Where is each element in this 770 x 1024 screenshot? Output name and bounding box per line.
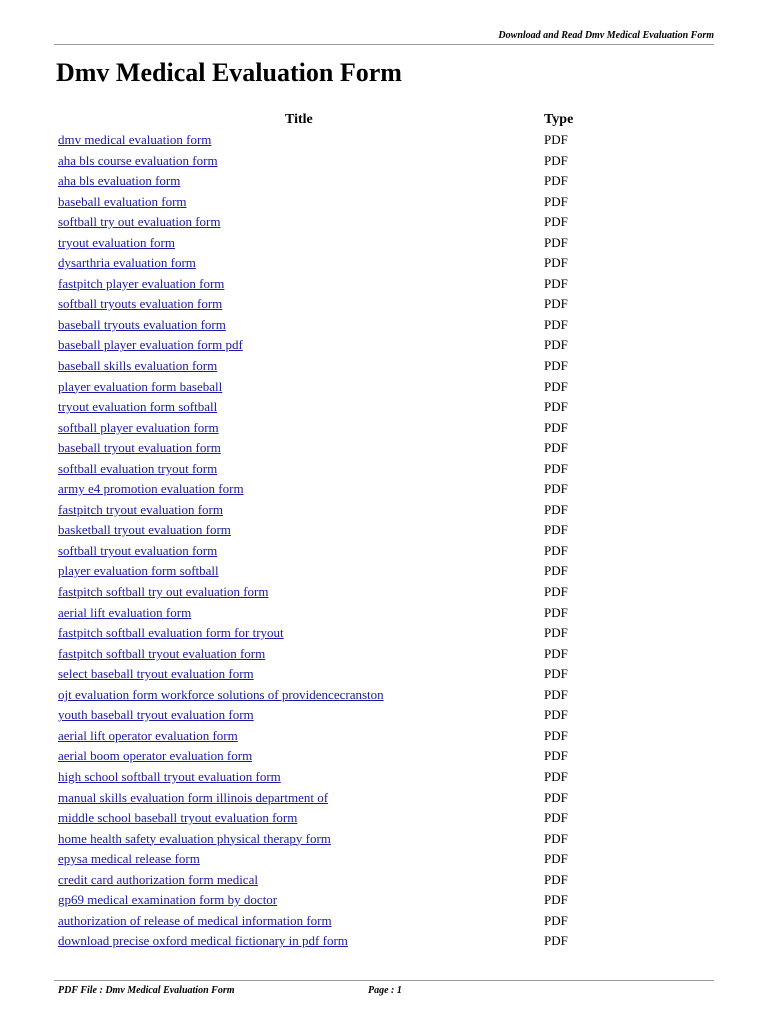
list-item bbox=[58, 808, 618, 829]
list-item bbox=[58, 459, 618, 480]
list-item bbox=[58, 788, 618, 809]
list-item bbox=[58, 294, 618, 315]
list-item bbox=[58, 541, 618, 562]
column-header-title: Title bbox=[285, 112, 313, 127]
document-type: PDF bbox=[544, 316, 568, 332]
document-type: PDF bbox=[544, 419, 568, 435]
document-link[interactable]: softball player evaluation form bbox=[58, 419, 219, 435]
list-item bbox=[58, 603, 618, 624]
list-item bbox=[58, 233, 618, 254]
document-type: PDF bbox=[544, 132, 568, 147]
document-link[interactable]: softball evaluation tryout form bbox=[58, 460, 218, 476]
list-item bbox=[58, 829, 618, 850]
document-type: PDF bbox=[544, 234, 568, 250]
document-type: PDF bbox=[544, 173, 568, 189]
document-type: PDF bbox=[544, 460, 568, 476]
document-link[interactable]: baseball evaluation form bbox=[58, 193, 187, 209]
document-link[interactable]: aha bls evaluation form bbox=[58, 173, 181, 189]
document-type: PDF bbox=[544, 296, 568, 312]
document-type: PDF bbox=[544, 830, 568, 846]
list-item bbox=[58, 377, 618, 398]
document-link[interactable]: army e4 promotion evaluation form bbox=[58, 481, 244, 497]
list-item bbox=[58, 705, 618, 726]
list-item bbox=[58, 726, 618, 747]
document-link[interactable]: download precise oxford medical fictionary in pdf form bbox=[58, 933, 348, 949]
document-link[interactable]: authorization of release of medical information form bbox=[58, 912, 332, 928]
document-type: PDF bbox=[544, 666, 568, 682]
document-type: PDF bbox=[544, 768, 568, 784]
document-link[interactable]: dysarthria evaluation form bbox=[58, 255, 196, 271]
document-type: PDF bbox=[544, 152, 568, 168]
list-item bbox=[58, 418, 618, 439]
document-type: PDF bbox=[544, 871, 568, 887]
list-item bbox=[58, 623, 618, 644]
document-link[interactable]: aerial lift evaluation form bbox=[58, 604, 192, 620]
list-item bbox=[58, 767, 618, 788]
list-item bbox=[58, 931, 618, 952]
document-type: PDF bbox=[544, 399, 568, 415]
document-link[interactable]: player evaluation form baseball bbox=[58, 378, 223, 394]
document-link[interactable]: manual skills evaluation form illinois department of bbox=[58, 789, 329, 805]
document-type: PDF bbox=[544, 912, 568, 928]
list-item bbox=[58, 274, 618, 295]
document-link[interactable]: home health safety evaluation physical therapy form bbox=[58, 830, 331, 846]
document-link[interactable]: credit card authorization form medical bbox=[58, 871, 258, 887]
list-item bbox=[58, 397, 618, 418]
list-item bbox=[58, 520, 618, 541]
footer-divider bbox=[54, 980, 714, 981]
list-item bbox=[58, 438, 618, 459]
list-item bbox=[58, 356, 618, 377]
list-item bbox=[58, 561, 618, 582]
document-type: PDF bbox=[544, 892, 568, 908]
list-item bbox=[58, 582, 618, 603]
document-type: PDF bbox=[544, 378, 568, 394]
document-type: PDF bbox=[544, 727, 568, 743]
document-link[interactable]: aerial boom operator evaluation form bbox=[58, 748, 253, 764]
document-link[interactable]: aha bls course evaluation form bbox=[58, 152, 218, 168]
document-type: PDF bbox=[544, 851, 568, 867]
document-type: PDF bbox=[544, 563, 568, 579]
list-item bbox=[58, 479, 618, 500]
list-item bbox=[58, 212, 618, 233]
document-link[interactable]: softball try out evaluation form bbox=[58, 214, 221, 230]
list-item bbox=[58, 171, 618, 192]
document-type: PDF bbox=[544, 686, 568, 702]
list-item bbox=[58, 911, 618, 932]
list-item bbox=[58, 849, 618, 870]
document-type: PDF bbox=[544, 255, 568, 271]
document-link[interactable]: tryout evaluation form bbox=[58, 234, 175, 250]
document-link[interactable]: softball tryout evaluation form bbox=[58, 542, 218, 558]
list-item bbox=[58, 685, 618, 706]
document-link[interactable]: aerial lift operator evaluation form bbox=[58, 727, 238, 743]
list-item bbox=[58, 130, 618, 151]
list-item bbox=[58, 335, 618, 356]
document-link[interactable]: baseball tryouts evaluation form bbox=[58, 316, 226, 332]
document-type: PDF bbox=[544, 501, 568, 517]
document-type: PDF bbox=[544, 748, 568, 764]
document-link[interactable]: middle school baseball tryout evaluation form bbox=[58, 810, 298, 826]
document-type: PDF bbox=[544, 625, 568, 641]
document-link[interactable]: fastpitch softball evaluation form for tryout bbox=[58, 625, 284, 641]
document-list bbox=[58, 130, 618, 952]
document-type: PDF bbox=[544, 584, 568, 600]
document-type: PDF bbox=[544, 440, 568, 456]
document-link[interactable]: select baseball tryout evaluation form bbox=[58, 666, 254, 682]
document-link[interactable]: epysa medical release form bbox=[58, 851, 200, 867]
document-type: PDF bbox=[544, 542, 568, 558]
document-link[interactable]: fastpitch softball tryout evaluation form bbox=[58, 645, 266, 661]
list-item bbox=[58, 500, 618, 521]
document-link[interactable]: gp69 medical examination form by doctor bbox=[58, 892, 278, 908]
footer-page-number: Page : 1 bbox=[368, 985, 402, 996]
footer-file-label: PDF File : Dmv Medical Evaluation Form bbox=[58, 985, 235, 996]
document-type: PDF bbox=[544, 337, 568, 353]
document-link[interactable]: baseball tryout evaluation form bbox=[58, 440, 221, 456]
document-type: PDF bbox=[544, 810, 568, 826]
document-link[interactable]: player evaluation form softball bbox=[58, 563, 219, 579]
list-item bbox=[58, 151, 618, 172]
document-type: PDF bbox=[544, 481, 568, 497]
list-item bbox=[58, 746, 618, 767]
list-item bbox=[58, 253, 618, 274]
document-link[interactable]: baseball skills evaluation form bbox=[58, 358, 218, 374]
document-link[interactable]: youth baseball tryout evaluation form bbox=[58, 707, 254, 723]
document-type: PDF bbox=[544, 645, 568, 661]
document-type: PDF bbox=[544, 193, 568, 209]
header-divider bbox=[54, 44, 714, 45]
page-title: Dmv Medical Evaluation Form bbox=[56, 58, 402, 87]
document-link[interactable]: tryout evaluation form softball bbox=[58, 399, 218, 415]
document-link[interactable]: fastpitch softball try out evaluation form bbox=[58, 584, 269, 600]
document-type: PDF bbox=[544, 358, 568, 374]
document-link[interactable]: basketball tryout evaluation form bbox=[58, 522, 231, 538]
document-link[interactable]: fastpitch tryout evaluation form bbox=[58, 501, 223, 517]
document-type: PDF bbox=[544, 522, 568, 538]
column-header-type: Type bbox=[544, 112, 574, 127]
document-type: PDF bbox=[544, 604, 568, 620]
running-header: Download and Read Dmv Medical Evaluation Form bbox=[498, 30, 714, 41]
document-link[interactable]: ojt evaluation form workforce solutions of providencecranston bbox=[58, 686, 384, 702]
document-type: PDF bbox=[544, 275, 568, 291]
list-item bbox=[58, 890, 618, 911]
list-item bbox=[58, 192, 618, 213]
document-link[interactable]: baseball player evaluation form pdf bbox=[58, 337, 243, 353]
list-item bbox=[58, 664, 618, 685]
document-link[interactable]: high school softball tryout evaluation form bbox=[58, 768, 281, 784]
document-type: PDF bbox=[544, 707, 568, 723]
list-item bbox=[58, 870, 618, 891]
document-type: PDF bbox=[544, 789, 568, 805]
document-type: PDF bbox=[544, 933, 568, 949]
document-link[interactable]: fastpitch player evaluation form bbox=[58, 275, 225, 291]
document-link[interactable]: softball tryouts evaluation form bbox=[58, 296, 223, 312]
list-item bbox=[58, 315, 618, 336]
document-type: PDF bbox=[544, 214, 568, 230]
list-item bbox=[58, 644, 618, 665]
document-link[interactable]: dmv medical evaluation form bbox=[58, 132, 212, 147]
